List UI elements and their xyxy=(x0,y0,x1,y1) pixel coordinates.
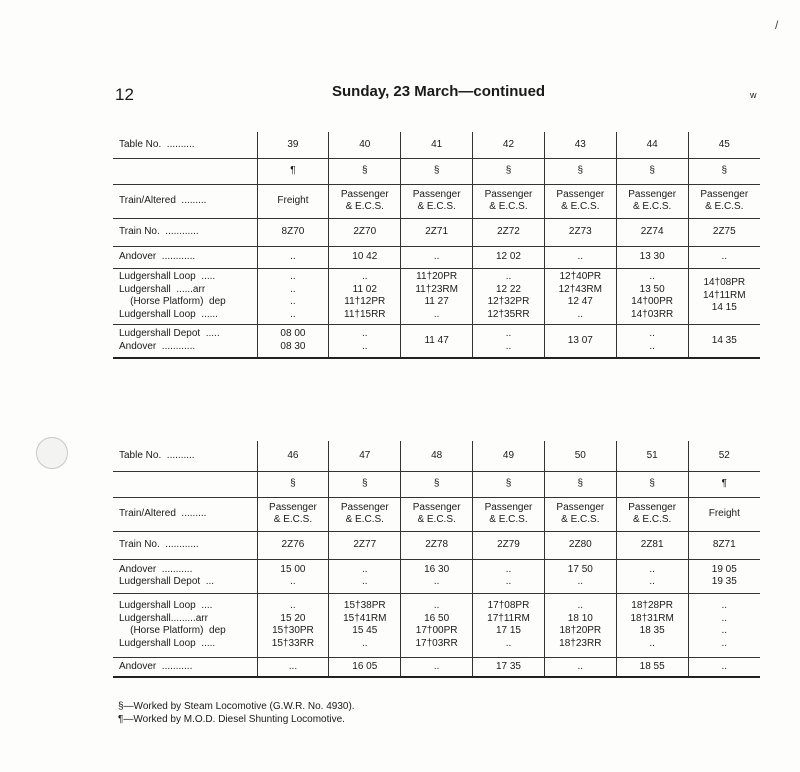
cell-line: § xyxy=(649,164,655,176)
cell xyxy=(616,218,688,246)
cell-line: 18†28PR xyxy=(631,600,673,611)
cell xyxy=(401,218,473,246)
cell-line: .. xyxy=(433,600,440,611)
row-label: Table No. .......... xyxy=(119,138,195,150)
cell xyxy=(616,559,688,593)
cell xyxy=(544,441,616,471)
cell xyxy=(329,324,401,358)
cell xyxy=(257,559,329,593)
cell-line: & E.C.S. xyxy=(345,514,384,525)
cell-line: .. xyxy=(362,340,368,352)
cell-line: .. xyxy=(290,250,296,262)
cell xyxy=(544,132,616,158)
cell-line: Freight xyxy=(277,194,309,206)
cell xyxy=(688,559,760,593)
cell xyxy=(616,441,688,471)
cell-line: 13 30 xyxy=(639,250,665,262)
cell xyxy=(688,324,760,358)
cell xyxy=(616,324,688,358)
cell-line: 12 47 xyxy=(567,296,593,307)
row-label: Ludgershall Loop ..... Ludgershall ......arr (Horse Platform) dep Ludgershall Loop ...... xyxy=(113,268,257,324)
cell-line: 41 xyxy=(431,138,443,150)
cell-line: 15†33RR xyxy=(271,637,315,649)
cell xyxy=(473,184,545,218)
cell-line: 11 27 xyxy=(424,296,449,307)
cell xyxy=(329,559,401,593)
cell-line: Passenger xyxy=(628,188,677,200)
cell-line: Passenger xyxy=(340,188,389,200)
cell-line: § xyxy=(433,164,440,176)
cell xyxy=(329,497,401,531)
cell-line: .. xyxy=(433,308,440,320)
cell-line: 10 42 xyxy=(352,250,378,262)
cell-line: & E.C.S. xyxy=(417,201,456,212)
cell-line: .. xyxy=(577,660,584,672)
cell-line: .. xyxy=(362,576,368,587)
cell xyxy=(473,497,545,531)
footnotes xyxy=(118,700,355,726)
cell-line: § xyxy=(290,477,296,489)
cell-line: § xyxy=(362,164,368,176)
cell-line: 15 20 xyxy=(280,612,306,624)
cell-line: .. xyxy=(433,576,440,587)
cell-line: 15†38PR xyxy=(343,600,386,611)
cell xyxy=(688,132,760,158)
cell-line: .. xyxy=(290,296,296,307)
cell xyxy=(688,268,760,324)
cell-line: .. xyxy=(290,600,296,611)
cell xyxy=(401,531,473,559)
cell-line: 2Z74 xyxy=(640,225,664,237)
cell xyxy=(616,132,688,158)
row-label: Train/Altered ......... xyxy=(113,184,257,218)
cell-line: Passenger xyxy=(556,188,605,200)
cell xyxy=(544,471,616,497)
cell-line: .. xyxy=(649,563,655,575)
cell xyxy=(401,441,473,471)
cell-line: 2Z81 xyxy=(640,538,664,550)
page-number: 12 xyxy=(115,85,134,104)
cell-line: .. xyxy=(505,563,512,575)
row-label: Andover ........... xyxy=(113,657,257,677)
cell-line: Freight xyxy=(708,507,740,519)
cell xyxy=(688,158,760,184)
row-table-no xyxy=(113,132,760,158)
cell xyxy=(401,497,473,531)
cell-line: ... xyxy=(288,660,298,672)
cell-line: 14†00PR xyxy=(631,296,673,307)
cell-line: 17 50 xyxy=(567,563,593,575)
cell-line: 2Z79 xyxy=(497,538,520,550)
cell-line: 40 xyxy=(359,138,371,150)
cell-line: .. xyxy=(505,637,512,649)
cell-line: .. xyxy=(362,328,368,340)
cell-line: Passenger xyxy=(484,501,533,513)
cell-line: .. xyxy=(721,660,728,672)
cell-line: .. xyxy=(505,576,512,587)
cell-line: 16 05 xyxy=(352,660,378,672)
cell-line: Passenger xyxy=(484,188,533,200)
cell-line: .. xyxy=(362,271,368,282)
margin-mark: / xyxy=(775,18,779,32)
row-symbol xyxy=(113,471,760,497)
cell xyxy=(473,132,545,158)
cell xyxy=(401,184,473,218)
cell-line: & E.C.S. xyxy=(632,201,672,212)
cell-line: .. xyxy=(362,637,368,649)
cell xyxy=(616,593,688,657)
cell-line: 2Z70 xyxy=(353,225,377,237)
cell-line: 12†32PR xyxy=(487,296,530,307)
cell-line: § xyxy=(577,164,584,176)
cell xyxy=(329,158,401,184)
cell-line: & E.C.S. xyxy=(417,514,456,525)
cell-line: 15†30PR xyxy=(272,625,314,636)
row-andover xyxy=(113,246,760,268)
cell-line: .. xyxy=(505,328,512,340)
cell-line: 8Z70 xyxy=(281,225,305,237)
cell-line: 18 35 xyxy=(639,625,665,636)
cell xyxy=(401,593,473,657)
cell-line: .. xyxy=(505,271,512,282)
cell-line: & E.C.S. xyxy=(705,201,744,212)
row-ludgershall-group xyxy=(113,593,760,657)
cell-line: & E.C.S. xyxy=(273,514,313,525)
cell-line: .. xyxy=(433,250,440,262)
cell-line: .. xyxy=(649,328,655,340)
cell-line: 17 15 xyxy=(495,625,521,636)
cell xyxy=(473,324,545,358)
cell xyxy=(329,657,401,677)
cell-line: § xyxy=(505,477,512,489)
cell xyxy=(329,593,401,657)
cell-line: § xyxy=(433,477,440,489)
cell-line: 16 50 xyxy=(424,612,450,624)
cell-line: 12†40PR xyxy=(559,271,602,282)
cell xyxy=(544,218,616,246)
row-depot-group xyxy=(113,324,760,358)
timetable-bottom xyxy=(113,441,760,678)
cell xyxy=(473,218,545,246)
cell-line: .. xyxy=(649,271,655,282)
cell-line: 17†08PR xyxy=(487,600,530,611)
cell xyxy=(544,268,616,324)
cell xyxy=(616,657,688,677)
cell-line: Passenger xyxy=(412,188,461,200)
cell-line: 49 xyxy=(502,449,515,461)
row-label: Andover ............ xyxy=(113,246,257,268)
cell-line: 18†20PR xyxy=(559,625,602,636)
cell xyxy=(688,497,760,531)
row-train-no xyxy=(113,218,760,246)
cell-line: .. xyxy=(649,576,655,587)
cell xyxy=(401,471,473,497)
cell-line: & E.C.S. xyxy=(489,201,528,212)
cell-line: 18 10 xyxy=(567,612,593,624)
cell-line: 14 35 xyxy=(711,334,737,346)
cell-line: 2Z73 xyxy=(568,225,592,237)
cell xyxy=(257,324,329,358)
cell xyxy=(401,246,473,268)
row-label: Train No. ............ xyxy=(113,218,257,246)
cell-line: 14†11RM xyxy=(702,289,746,301)
row-train-altered xyxy=(113,184,760,218)
cell xyxy=(257,471,329,497)
cell xyxy=(401,324,473,358)
cell xyxy=(616,268,688,324)
cell-line: 18†31RM xyxy=(630,612,674,624)
cell xyxy=(688,441,760,471)
cell-line: 12 02 xyxy=(495,250,521,262)
cell xyxy=(473,559,545,593)
cell-line: 39 xyxy=(287,138,299,150)
cell-line: 12†43RM xyxy=(558,283,602,295)
cell-line: 2Z75 xyxy=(712,225,736,237)
cell xyxy=(544,184,616,218)
cell xyxy=(329,132,401,158)
cell xyxy=(688,657,760,677)
cell xyxy=(688,246,760,268)
cell-line: .. xyxy=(721,637,728,649)
cell xyxy=(329,218,401,246)
cell-line: & E.C.S. xyxy=(489,514,528,525)
row-label: Ludgershall Depot ..... Andover ............ xyxy=(113,324,257,358)
cell-line: 08 00 xyxy=(280,328,306,340)
row-label: Table No. .......... xyxy=(119,449,195,461)
cell-line: 44 xyxy=(646,138,658,150)
cell-line: ¶ xyxy=(290,164,296,176)
cell-line: .. xyxy=(290,271,296,282)
cell-line: § xyxy=(505,164,512,176)
cell xyxy=(257,246,329,268)
cell-line: 18†23RR xyxy=(559,637,602,649)
cell-line: 46 xyxy=(287,449,299,461)
cell-line: .. xyxy=(290,308,296,320)
cell xyxy=(473,246,545,268)
cell-line: 11 02 xyxy=(352,283,377,295)
cell xyxy=(473,268,545,324)
timetable-top xyxy=(113,132,760,359)
cell-line: .. xyxy=(649,637,655,649)
cell-line: 13 07 xyxy=(567,334,593,346)
cell-line: 16 30 xyxy=(424,563,450,575)
cell-line: § xyxy=(649,477,655,489)
cell xyxy=(616,158,688,184)
cell-line: .. xyxy=(649,340,655,352)
cell-line: 50 xyxy=(574,449,586,461)
cell xyxy=(544,497,616,531)
cell xyxy=(544,246,616,268)
cell-line: 47 xyxy=(359,449,371,461)
cell-line: Passenger xyxy=(556,501,605,513)
cell xyxy=(401,559,473,593)
cell xyxy=(329,268,401,324)
cell-line: .. xyxy=(290,283,296,295)
cell-line: 14†03RR xyxy=(631,308,674,320)
cell-line: Passenger xyxy=(412,501,461,513)
cell-line: .. xyxy=(721,250,728,262)
cell-line: 19 35 xyxy=(711,576,737,587)
cell-line: 11†20PR xyxy=(416,271,458,282)
cell xyxy=(329,246,401,268)
cell-line: 2Z71 xyxy=(425,225,449,237)
cell xyxy=(616,497,688,531)
cell-line: 52 xyxy=(718,449,730,461)
cell xyxy=(401,158,473,184)
cell-line: 08 30 xyxy=(280,340,306,352)
cell-line: 14 15 xyxy=(711,302,737,314)
cell-line: .. xyxy=(290,576,296,587)
cell-line: 42 xyxy=(502,138,515,150)
footnote-diesel: ¶—Worked by M.O.D. Diesel Shunting Locomotive. xyxy=(118,714,345,725)
cell-line: Passenger xyxy=(340,501,389,513)
cell xyxy=(688,471,760,497)
cell-line: 2Z80 xyxy=(568,538,592,550)
cell xyxy=(473,471,545,497)
cell-line: 18 55 xyxy=(639,660,665,672)
cell xyxy=(616,471,688,497)
cell-line: 48 xyxy=(431,449,443,461)
cell-line: .. xyxy=(362,563,368,575)
cell-line: 17†11RM xyxy=(487,612,530,624)
cell xyxy=(688,184,760,218)
cell-line: & E.C.S. xyxy=(561,514,600,525)
row-andover-depot xyxy=(113,559,760,593)
cell xyxy=(544,593,616,657)
cell xyxy=(257,593,329,657)
cell xyxy=(257,657,329,677)
cell-line: 51 xyxy=(646,449,658,461)
row-table-no xyxy=(113,441,760,471)
cell xyxy=(473,657,545,677)
cell-line: 8Z71 xyxy=(712,538,736,550)
row-label: Andover ........... Ludgershall Depot ... xyxy=(113,559,257,593)
cell-line: § xyxy=(721,164,728,176)
cell xyxy=(616,184,688,218)
cell xyxy=(257,497,329,531)
cell-line: 12†35RR xyxy=(487,308,530,320)
page-title: Sunday, 23 March—continued xyxy=(332,83,546,100)
cell-line: 14†08PR xyxy=(703,277,746,289)
cell-line: 45 xyxy=(718,138,730,150)
cell xyxy=(257,268,329,324)
cell-line: .. xyxy=(433,660,440,672)
cell xyxy=(257,441,329,471)
cell xyxy=(544,531,616,559)
cell-line: .. xyxy=(577,250,584,262)
cell-line: Passenger xyxy=(628,501,677,513)
row-label: Ludgershall Loop .... Ludgershall.........arr (Horse Platform) dep Ludgershall Loop ..... xyxy=(113,593,257,657)
cell-line: 11†23RM xyxy=(415,283,458,295)
cell xyxy=(329,531,401,559)
cell xyxy=(401,657,473,677)
cell-line: & E.C.S. xyxy=(632,514,672,525)
footnote-steam: §—Worked by Steam Locomotive (G.W.R. No. 4930). xyxy=(118,701,355,712)
cell-line: 2Z72 xyxy=(497,225,520,237)
cell-line: 15 45 xyxy=(352,625,378,636)
cell-line: 15 00 xyxy=(280,563,306,575)
cell xyxy=(257,158,329,184)
cell xyxy=(688,531,760,559)
corner-mark: w xyxy=(750,90,757,100)
cell-line: 2Z77 xyxy=(353,538,377,550)
cell xyxy=(401,132,473,158)
cell xyxy=(688,593,760,657)
cell xyxy=(329,441,401,471)
cell xyxy=(257,132,329,158)
cell xyxy=(544,559,616,593)
cell-line: .. xyxy=(721,612,728,624)
cell-line: 12 22 xyxy=(495,283,521,295)
cell-line: Passenger xyxy=(700,188,749,200)
cell xyxy=(473,441,545,471)
row-train-altered xyxy=(113,497,760,531)
cell-line: .. xyxy=(577,308,584,320)
cell xyxy=(473,531,545,559)
cell xyxy=(544,657,616,677)
row-train-no xyxy=(113,531,760,559)
cell-line: 15†41RM xyxy=(343,612,387,624)
cell xyxy=(473,593,545,657)
cell-line: 2Z76 xyxy=(281,538,305,550)
cell-line: 17†03RR xyxy=(415,637,458,649)
cell-line: .. xyxy=(505,340,512,352)
cell-line: .. xyxy=(721,600,728,611)
cell-line: Passenger xyxy=(269,501,317,513)
cell-line: 17 35 xyxy=(495,660,521,672)
cell xyxy=(473,158,545,184)
cell-line: 13 50 xyxy=(639,283,665,295)
cell xyxy=(329,471,401,497)
cell xyxy=(616,246,688,268)
cell-line: 11†15RR xyxy=(344,308,386,320)
cell-line: 2Z78 xyxy=(425,538,449,550)
cell xyxy=(257,531,329,559)
cell xyxy=(257,218,329,246)
cell xyxy=(329,184,401,218)
cell-line: § xyxy=(577,477,584,489)
cell xyxy=(257,184,329,218)
cell-line: .. xyxy=(577,600,584,611)
cell-line: 11†12PR xyxy=(344,296,386,307)
row-label xyxy=(113,158,257,184)
cell-line: § xyxy=(362,477,368,489)
cell-line: & E.C.S. xyxy=(345,201,384,212)
row-andover-final xyxy=(113,657,760,677)
cell xyxy=(688,218,760,246)
cell-line: 11 47 xyxy=(424,334,449,346)
cell xyxy=(616,531,688,559)
cell xyxy=(544,158,616,184)
punch-hole xyxy=(36,437,68,469)
cell-line: 43 xyxy=(574,138,586,150)
row-symbol xyxy=(113,158,760,184)
row-ludgershall-group xyxy=(113,268,760,324)
row-label: Train No. ............ xyxy=(113,531,257,559)
cell xyxy=(401,268,473,324)
cell-line: .. xyxy=(721,625,728,636)
cell-line: & E.C.S. xyxy=(561,201,600,212)
cell-line: 17†00PR xyxy=(415,625,458,636)
cell-line: .. xyxy=(577,576,584,587)
cell-line: 19 05 xyxy=(711,563,737,575)
cell-line: ¶ xyxy=(721,477,727,489)
row-label: Train/Altered ......... xyxy=(113,497,257,531)
row-label xyxy=(113,471,257,497)
cell xyxy=(544,324,616,358)
